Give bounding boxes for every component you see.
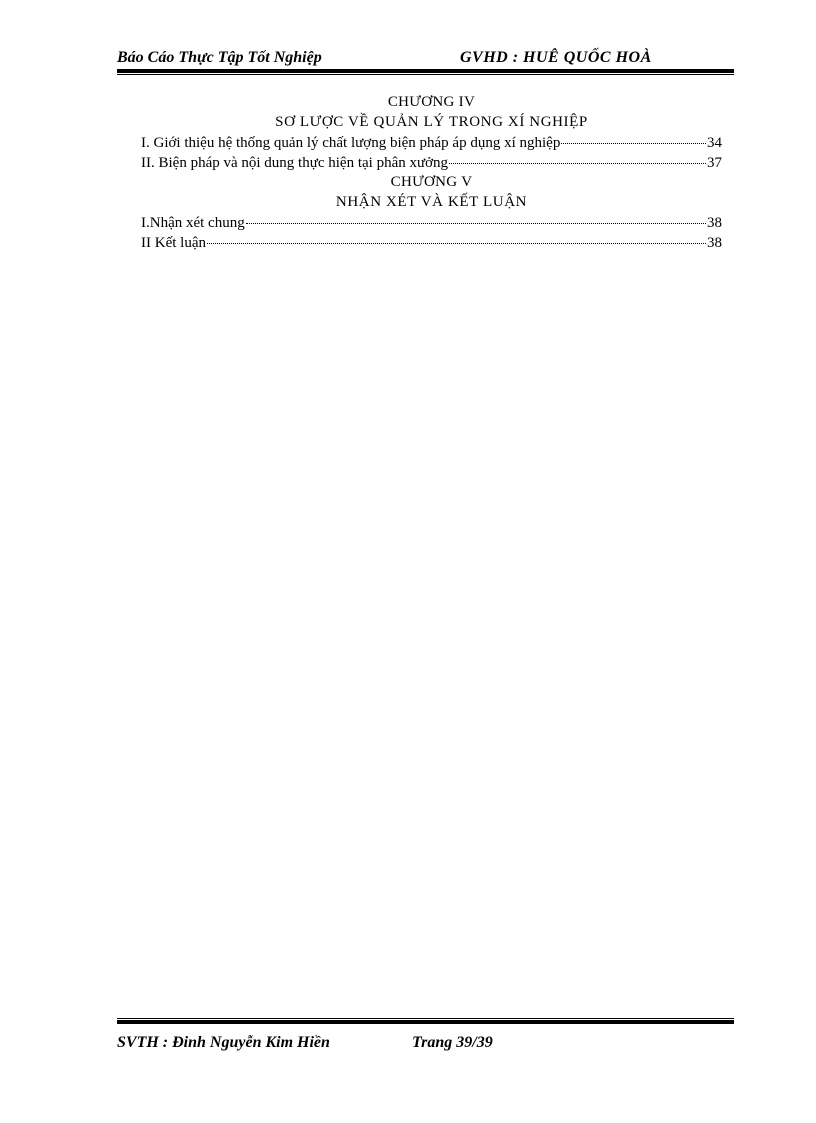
dot-leader bbox=[207, 243, 706, 244]
header-divider bbox=[117, 69, 734, 75]
footer-page-number: Trang 39/39 bbox=[412, 1034, 493, 1051]
toc-entry-page: 34 bbox=[707, 135, 722, 151]
table-of-contents bbox=[141, 93, 722, 253]
toc-entry[interactable] bbox=[141, 213, 722, 233]
toc-entry-label: II. Biện pháp và nội dung thực hiện tại phân xưởng bbox=[141, 155, 449, 171]
toc-entry-label: I.Nhận xét chung bbox=[141, 215, 245, 231]
toc-entry-page: 37 bbox=[707, 155, 722, 171]
dot-leader bbox=[246, 223, 706, 224]
page-footer bbox=[117, 1034, 734, 1058]
footer-divider bbox=[117, 1018, 734, 1024]
toc-entry-page: 38 bbox=[707, 215, 722, 231]
chapter-5-label: CHƯƠNG V bbox=[390, 174, 473, 190]
toc-entry[interactable] bbox=[141, 133, 722, 153]
dot-leader bbox=[449, 163, 706, 164]
toc-entry-label: I. Giới thiệu hệ thống quản lý chất lượng biện pháp áp dụng xí nghiệp bbox=[141, 135, 561, 151]
chapter-4-title: SƠ LƯỢC VỀ QUẢN LÝ TRONG XÍ NGHIỆP bbox=[275, 114, 588, 130]
page-header bbox=[117, 46, 734, 70]
dot-leader bbox=[561, 143, 706, 144]
header-report-title: Báo Cáo Thực Tập Tốt Nghiệp bbox=[117, 49, 322, 66]
toc-entry-page: 38 bbox=[707, 235, 722, 251]
chapter-5-title: NHẬN XÉT VÀ KẾT LUẬN bbox=[335, 194, 528, 210]
toc-entry[interactable] bbox=[141, 233, 722, 253]
toc-entry[interactable] bbox=[141, 153, 722, 173]
chapter-4-label: CHƯƠNG IV bbox=[387, 94, 476, 110]
footer-student: SVTH : Đinh Nguyễn Kim Hiền bbox=[117, 1034, 330, 1051]
header-advisor: GVHD : HUÊ QUỐC HOÀ bbox=[460, 49, 652, 66]
toc-entry-label: II Kết luận bbox=[141, 235, 206, 251]
